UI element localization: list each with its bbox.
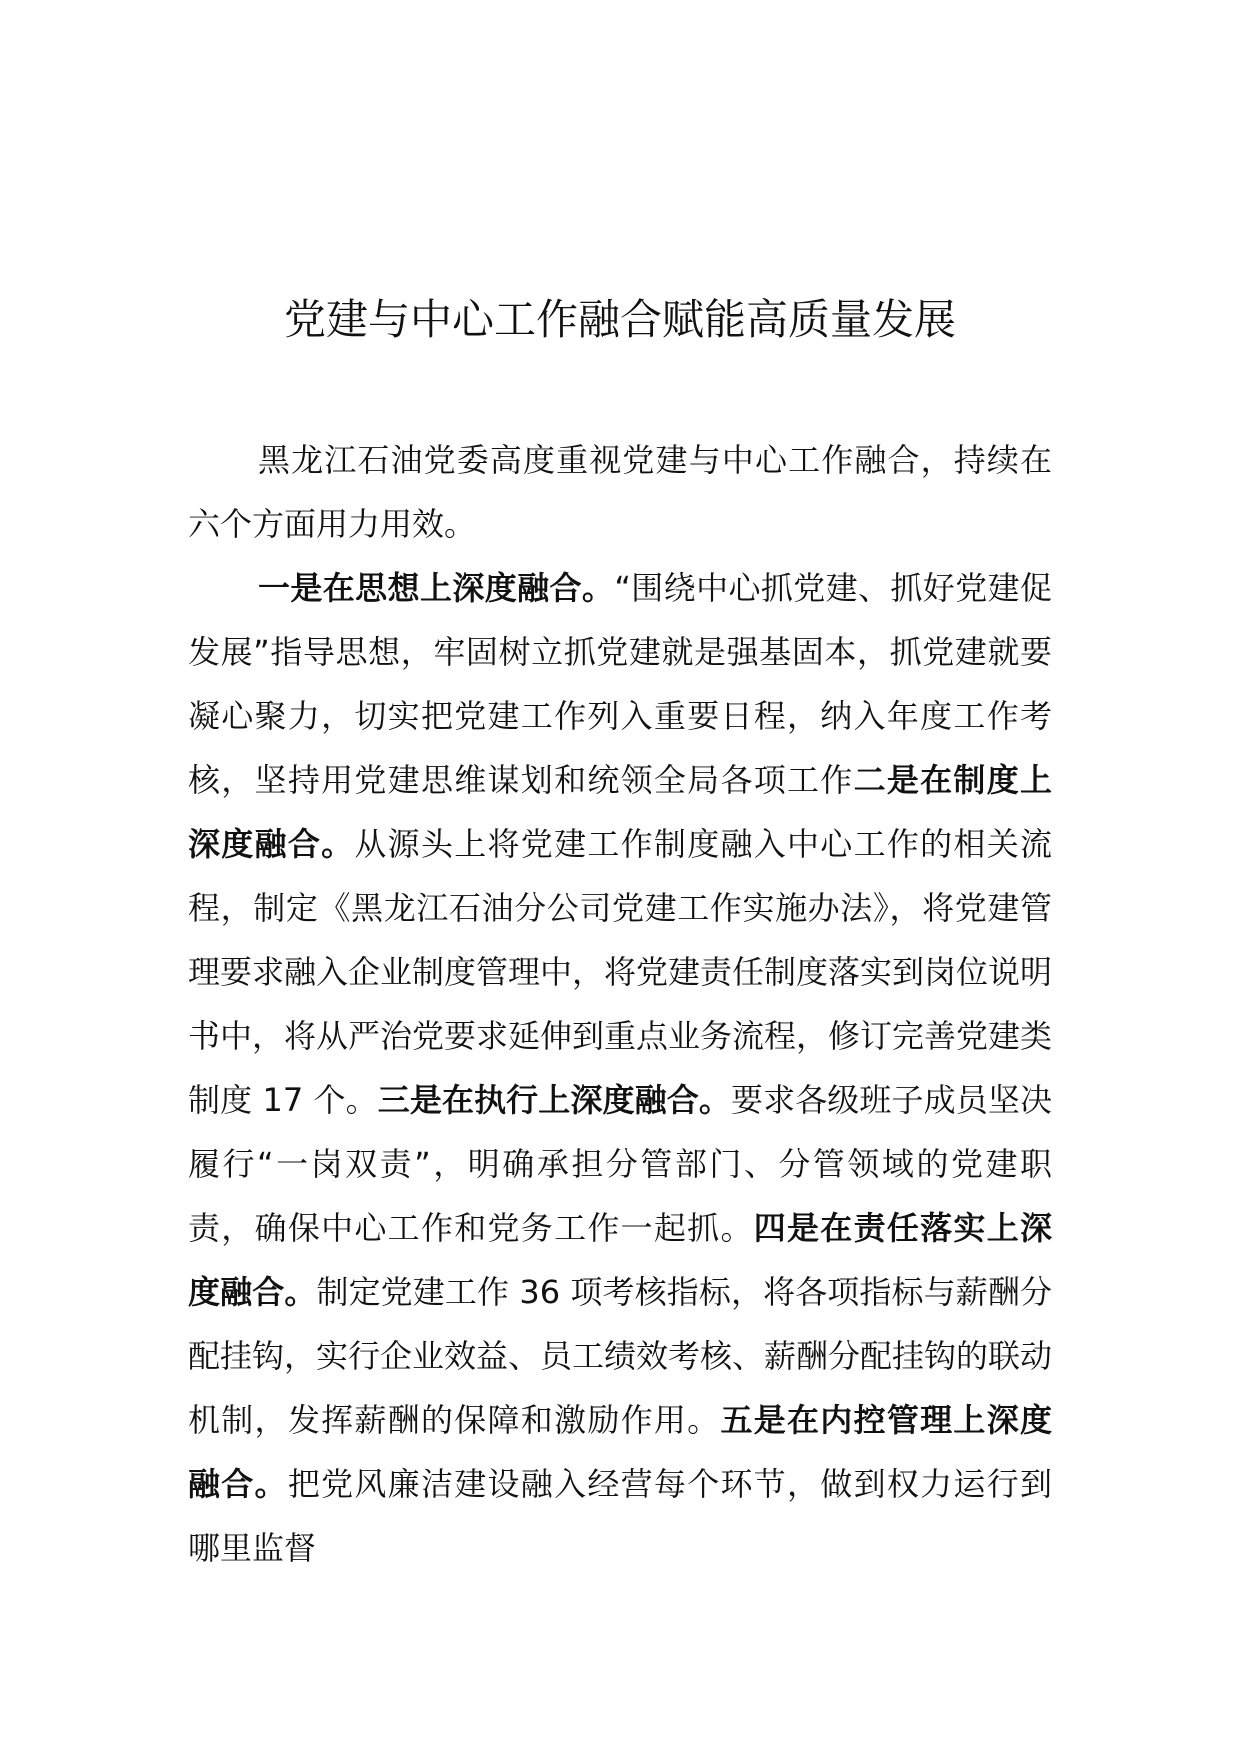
- section-heading-3: 三是在执行上深度融合。: [377, 1081, 731, 1119]
- section-heading-5: 五是在内控管理上深度融合。: [188, 1401, 1052, 1503]
- section-text-2: 从源头上将党建工作制度融入中心工作的相关流程，制定《黑龙江石油分公司党建工作实施办法》，将党建管理要求融入企业制度管理中，将党建责任制度落实到岗位说明书中，将从严治党要求延伸到重点业务流程，修订完善党建类制度 17 个。: [188, 825, 1053, 1119]
- document-title: 党建与中心工作融合赋能高质量发展: [283, 295, 956, 344]
- intro-paragraph: 黑龙江石油党委高度重视党建与中心工作融合，持续在六个方面用力用效。: [188, 441, 1052, 543]
- section-text-5: 把党风廉洁建设融入经营每个环节，做到权力运行到哪里监督: [188, 1465, 1052, 1567]
- section-heading-2: 二是在制度上深度融合。: [188, 761, 1052, 863]
- section-text-1: “围绕中心抓党建、抓好党建促发展”指导思想，牢固树立抓党建就是强基固本，抓党建就要凝心聚力，切实把党建工作列入重要日程，纳入年度工作考核，坚持用党建思维谋划和统领全局各项工作: [188, 569, 1052, 799]
- section-text-3: 要求各级班子成员坚决履行“一岗双责”，明确承担分管部门、分管领域的党建职责，确保中心工作和党务工作一起抓。: [188, 1081, 1052, 1247]
- section-heading-1: 一是在思想上深度融合。: [258, 569, 615, 607]
- section-text-4: 制定党建工作 36 项考核指标，将各项指标与薪酬分配挂钩，实行企业效益、员工绩效考核、薪酬分配挂钩的联动机制，发挥薪酬的保障和激励作用。: [188, 1273, 1053, 1439]
- body-paragraph: [188, 556, 1052, 1580]
- section-heading-4: 四是在责任落实上深度融合。: [188, 1209, 1052, 1311]
